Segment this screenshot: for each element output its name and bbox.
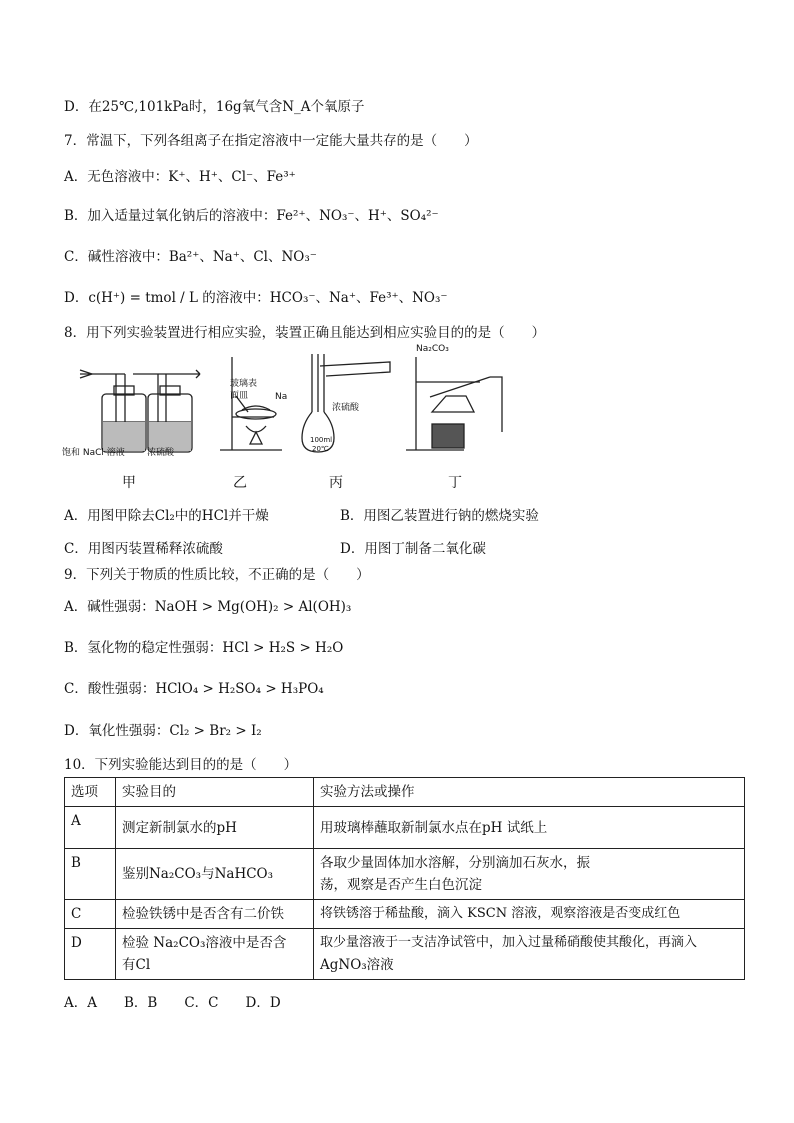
row-a-option: A (65, 807, 116, 849)
row-d-method (314, 929, 745, 980)
yi-na-label: Na (275, 392, 288, 402)
bing-acid-label: 浓硫酸 (332, 403, 360, 413)
apparatus-drawing (70, 352, 530, 467)
yi-glass-label: 玻璃表 (230, 379, 258, 389)
q8-option-b: B．用图乙装置进行钠的燃烧实验 (340, 508, 539, 524)
row-d-method-line2: AgNO₃溶液 (320, 957, 394, 973)
q10-answer-choices: A．A B．B C．C D．D (64, 995, 281, 1011)
table-row (65, 929, 745, 980)
q7-option-c: C．碱性溶液中：Ba²⁺、Na⁺、Cl、NO₃⁻ (64, 249, 317, 265)
yi-dish-label: 面皿 (230, 391, 249, 401)
caption-ding: 丁 (448, 475, 462, 491)
row-c-purpose: 检验铁锈中是否含有二价铁 (116, 900, 314, 929)
caption-jia: 甲 (122, 475, 136, 491)
table-row (65, 849, 745, 900)
row-d-purpose-line2: 有Cl (122, 957, 151, 973)
q9-option-c: C．酸性强弱：HClO₄ > H₂SO₄ > H₃PO₄ (64, 681, 324, 697)
jia-left-label: 饱和 NaCl 溶液 (62, 448, 125, 458)
q8-option-c: C．用图丙装置稀释浓硫酸 (64, 541, 223, 557)
q9-option-d: D．氧化性强弱：Cl₂ > Br₂ > I₂ (64, 723, 262, 739)
row-d-method-line1: 取少量溶液于一支洁净试管中，加入过量稀硝酸使其酸化，再滴入 (320, 935, 698, 950)
row-c-option: C (65, 900, 116, 929)
table-row (65, 807, 745, 849)
row-b-option: B (65, 849, 116, 900)
bing-flask-temp: 20℃ (312, 445, 329, 453)
header-option: 选项 (65, 778, 116, 807)
q9-option-a: A．碱性强弱：NaOH > Mg(OH)₂ > Al(OH)₃ (64, 599, 352, 615)
header-purpose: 实验目的 (116, 778, 314, 807)
q8-option-d: D．用图丁制备二氧化碳 (340, 541, 486, 557)
row-d-option: D (65, 929, 116, 980)
row-d-purpose (116, 929, 314, 980)
q8-option-a: A．用图甲除去Cl₂中的HCl并干燥 (64, 508, 269, 524)
q8-apparatus-figure (62, 344, 530, 492)
q9-option-b: B．氢化物的稳定性强弱：HCl > H₂S > H₂O (64, 640, 344, 656)
header-method: 实验方法或操作 (314, 778, 745, 807)
q7-option-d: D．c(H⁺) = tmol / L 的溶液中：HCO₃⁻、Na⁺、Fe³⁺、NO₃⁻ (64, 290, 448, 306)
table-header-row (65, 778, 745, 807)
row-c-method: 将铁锈溶于稀盐酸，滴入 KSCN 溶液，观察溶液是否变成红色 (314, 900, 745, 929)
row-a-method: 用玻璃棒蘸取新制氯水点在pH 试纸上 (314, 807, 745, 849)
row-a-purpose: 测定新制氯水的pH (116, 807, 314, 849)
q6-option-d: D．在25℃,101kPa时，16g氧气含N_A个氧原子 (64, 99, 365, 115)
q7-option-a: A．无色溶液中：K⁺、H⁺、Cl⁻、Fe³⁺ (64, 169, 296, 185)
row-d-purpose-line1: 检验 Na₂CO₃溶液中是否含 (122, 935, 287, 951)
jia-right-label: 浓硫酸 (147, 448, 175, 458)
q10-experiment-table (64, 777, 745, 980)
q10-stem: 10．下列实验能达到目的的是（ ） (64, 757, 298, 773)
ding-reagent-label: Na₂CO₃ (416, 344, 449, 354)
table-row (65, 900, 745, 929)
caption-yi: 乙 (233, 475, 247, 491)
row-b-purpose: 鉴别Na₂CO₃与NaHCO₃ (116, 849, 314, 900)
q9-stem: 9．下列关于物质的性质比较，不正确的是（ ） (64, 567, 370, 583)
row-b-method (314, 849, 745, 900)
q7-stem: 7．常温下，下列各组离子在指定溶液中一定能大量共存的是（ ） (64, 133, 478, 149)
caption-bing: 丙 (329, 475, 343, 491)
bing-flask-volume: 100ml (310, 436, 333, 444)
row-b-method-line1: 各取少量固体加水溶解，分别滴加石灰水，振 (320, 855, 590, 871)
q7-option-b: B．加入适量过氧化钠后的溶液中：Fe²⁺、NO₃⁻、H⁺、SO₄²⁻ (64, 208, 439, 224)
row-b-method-line2: 荡，观察是否产生白色沉淀 (320, 877, 482, 893)
q8-stem: 8．用下列实验装置进行相应实验，装置正确且能达到相应实验目的的是（ ） (64, 325, 546, 341)
